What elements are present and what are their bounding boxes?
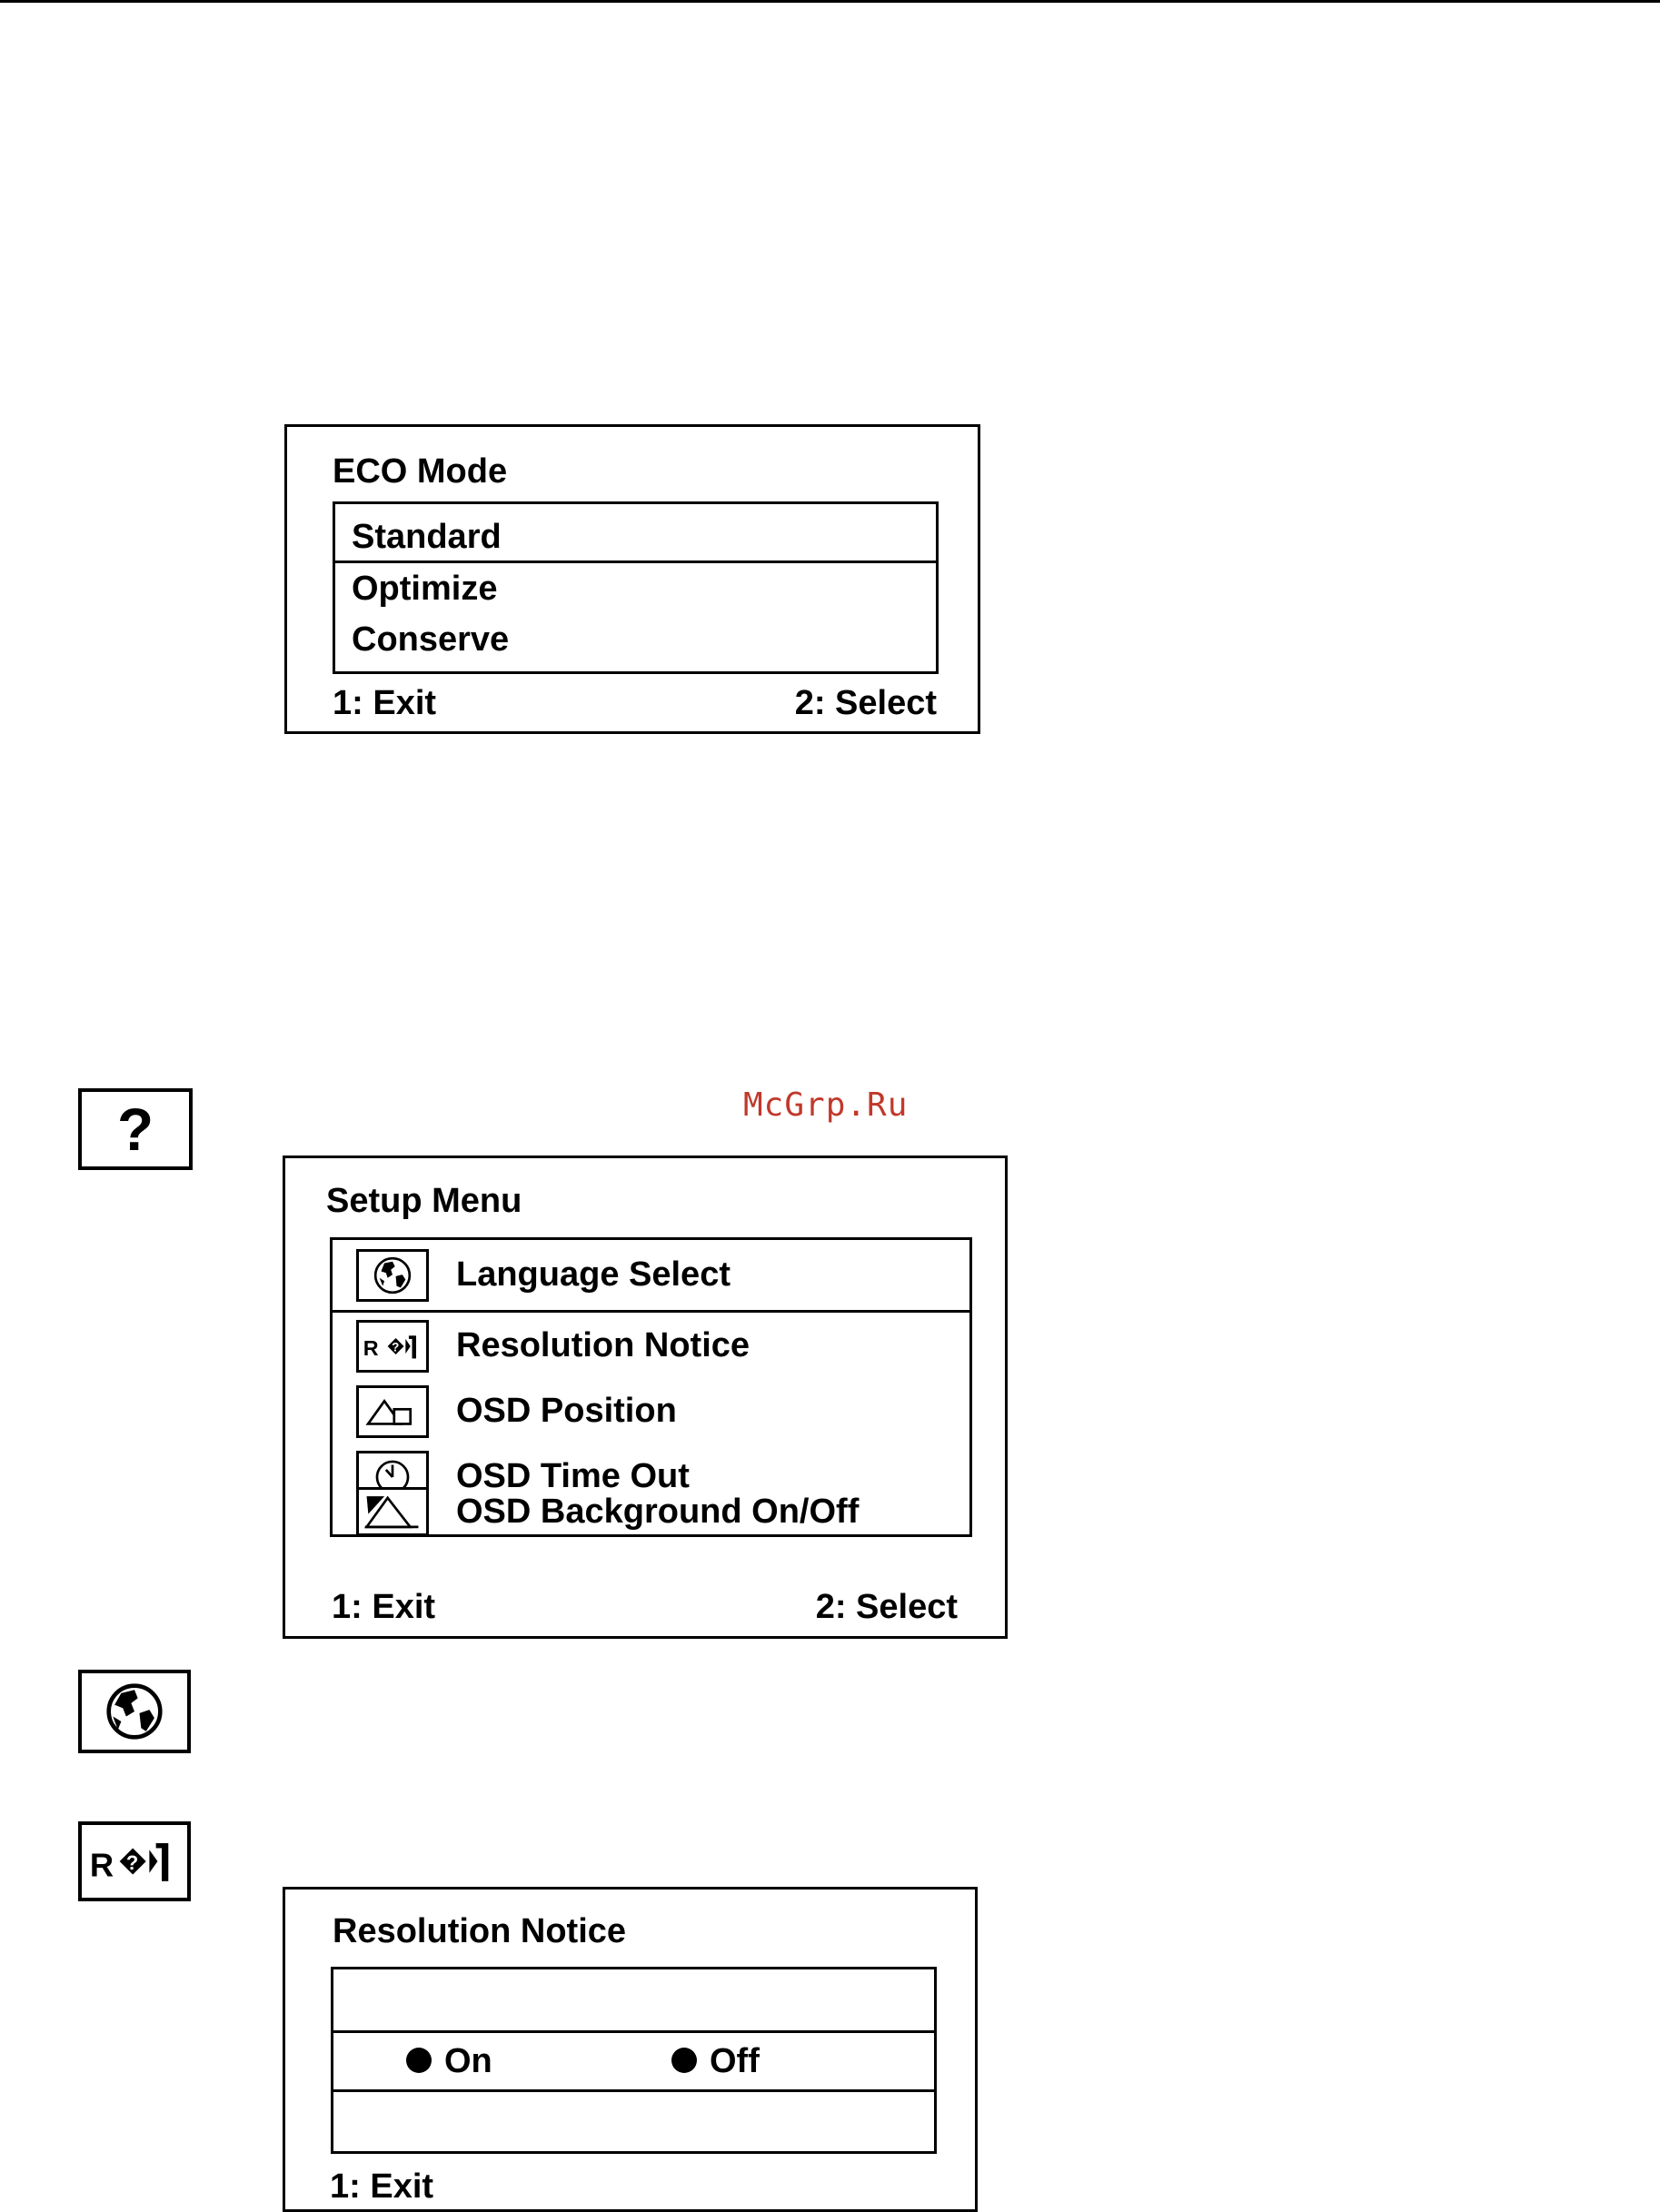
svg-text:R: R [363, 1335, 379, 1360]
resolution-option-on[interactable] [406, 2044, 492, 2078]
svg-text:?: ? [116, 1096, 154, 1163]
setup-exit-hint[interactable]: 1: Exit [332, 1588, 436, 1626]
setup-menu-list [330, 1237, 972, 1537]
globe-icon [78, 1670, 191, 1753]
svg-text:?: ? [125, 1851, 139, 1875]
option-on-label: On [444, 2042, 492, 2080]
svg-text:?: ? [392, 1340, 400, 1354]
setup-item-label: Language Select [456, 1255, 731, 1294]
eco-option-label: Optimize [352, 570, 498, 608]
eco-select-hint[interactable]: 2: Select [794, 684, 937, 722]
setup-item-resolution-notice[interactable] [333, 1313, 969, 1378]
resolution-notice-icon [356, 1320, 429, 1373]
eco-option-label: Standard [352, 518, 502, 556]
setup-item-osd-position[interactable] [333, 1378, 969, 1443]
eco-exit-hint[interactable]: 1: Exit [333, 684, 437, 722]
question-mark-icon [78, 1088, 193, 1170]
resolution-spacer-top [333, 1969, 934, 2033]
setup-item-label: OSD Background On/Off [456, 1493, 860, 1531]
svg-text:R: R [89, 1846, 114, 1884]
setup-item-label: Resolution Notice [456, 1326, 750, 1364]
resolution-notice-icon [78, 1821, 191, 1901]
eco-mode-title: ECO Mode [333, 452, 508, 491]
eco-option-standard[interactable] [335, 504, 936, 563]
eco-mode-panel [284, 424, 980, 734]
setup-menu-panel [283, 1156, 1008, 1639]
eco-mode-list [333, 501, 939, 674]
watermark-text: McGrp.Ru [743, 1086, 909, 1124]
resolution-notice-panel [283, 1887, 978, 2212]
osd-background-icon [356, 1487, 429, 1536]
setup-item-label: OSD Position [456, 1392, 677, 1430]
resolution-notice-title: Resolution Notice [333, 1912, 627, 1950]
setup-item-language-select[interactable] [333, 1240, 969, 1313]
resolution-options-box [331, 1967, 937, 2154]
radio-dot-icon [671, 2048, 697, 2073]
option-off-label: Off [710, 2042, 760, 2080]
page-top-rule [0, 0, 1660, 3]
eco-option-optimize[interactable] [335, 563, 936, 614]
setup-menu-title: Setup Menu [326, 1182, 522, 1220]
resolution-option-row [333, 2033, 934, 2092]
globe-icon [356, 1249, 429, 1302]
eco-option-conserve[interactable] [335, 614, 936, 665]
setup-item-label: OSD Time Out [456, 1457, 690, 1495]
eco-option-label: Conserve [352, 620, 510, 659]
resolution-exit-hint[interactable]: 1: Exit [330, 2167, 434, 2206]
setup-item-osd-background-row[interactable] [333, 1483, 969, 1538]
radio-dot-icon [406, 2048, 432, 2073]
setup-select-hint[interactable]: 2: Select [815, 1588, 958, 1626]
osd-position-icon [356, 1385, 429, 1438]
resolution-option-off[interactable] [671, 2044, 760, 2078]
